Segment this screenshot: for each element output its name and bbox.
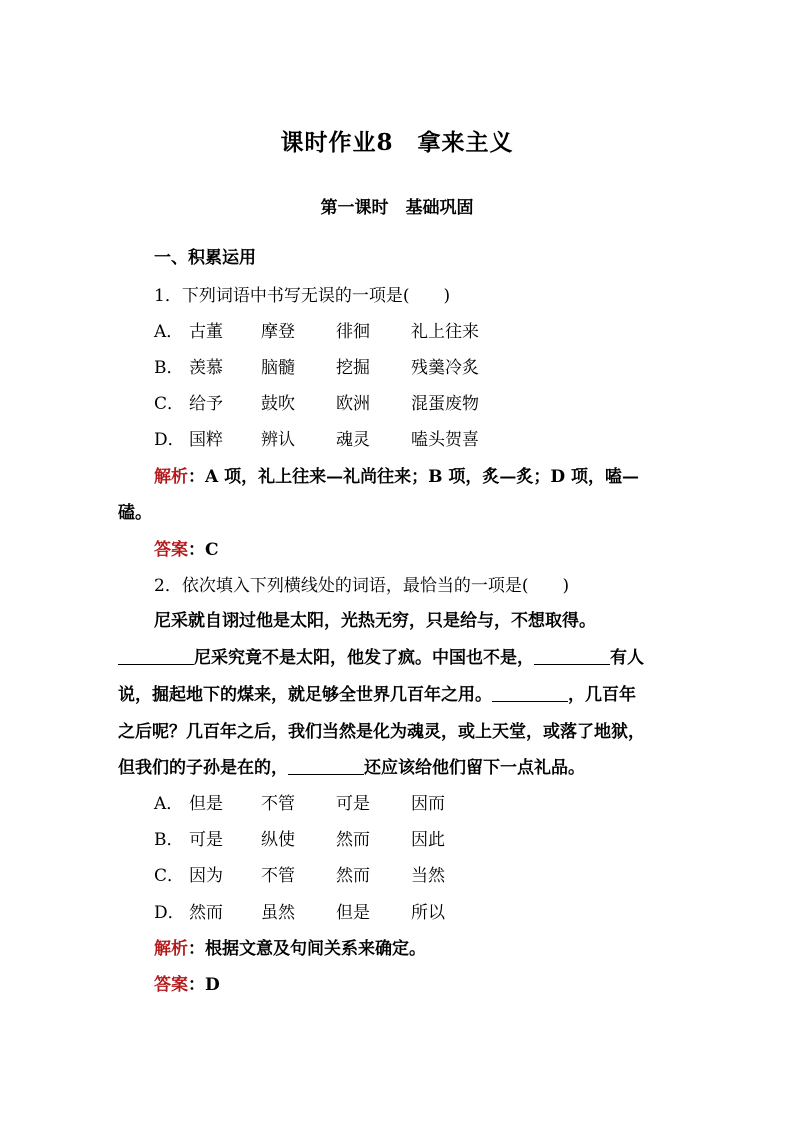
option-word: 因为	[189, 866, 223, 886]
section-heading: 一、积累运用	[154, 248, 256, 268]
option-word: 给予	[189, 394, 223, 414]
option-word: 不管	[261, 794, 295, 814]
option-word: 所以	[411, 903, 445, 923]
fill-blank	[118, 646, 194, 665]
option-word: 但是	[189, 794, 223, 814]
question-2-stem: 2．依次填入下列横线处的词语，最恰当的一项是( )	[154, 576, 570, 596]
option-word: 纵使	[261, 830, 295, 850]
option-word: 摩登	[261, 322, 295, 342]
option-letter: A．	[154, 322, 184, 342]
analysis-text: ：根据文意及句间关系来确定。	[188, 939, 426, 959]
option-word: 挖掘	[336, 358, 370, 378]
option-word: 古董	[189, 322, 223, 342]
option-letter: B．	[154, 830, 184, 850]
passage-text: 尼采究竟不是太阳，他发了疯。中国也不是，	[194, 648, 534, 668]
analysis-label: 解析	[154, 467, 188, 487]
passage-line: 之后呢？几百年之后，我们当然是化为魂灵，或上天堂，或落了地狱，	[118, 722, 645, 742]
fill-blank	[534, 646, 610, 665]
passage-text: 还应该给他们留下一点礼品。	[364, 758, 585, 778]
option-letter: A．	[154, 794, 184, 814]
option-word: 可是	[336, 794, 370, 814]
fill-blank	[288, 756, 364, 775]
option-word: 然而	[189, 903, 223, 923]
answer-label: 答案	[154, 975, 188, 995]
option-word: 混蛋废物	[411, 394, 479, 414]
q2-analysis	[154, 934, 426, 959]
passage-line	[118, 680, 636, 705]
passage-text: 说，掘起地下的煤来，就足够全世界几百年之用。	[118, 685, 492, 705]
option-word: 礼上往来	[411, 322, 479, 342]
answer-text: ：C	[188, 540, 219, 560]
answer-label: 答案	[154, 540, 188, 560]
passage-text: 但我们的子孙是在的，	[118, 758, 288, 778]
option-letter: B．	[154, 358, 184, 378]
passage-line: 尼采就自诩过他是太阳，光热无穷，只是给与，不想取得。	[154, 611, 596, 631]
passage-line	[118, 643, 644, 668]
option-word: 然而	[336, 866, 370, 886]
option-word: 羡慕	[189, 358, 223, 378]
option-word: 当然	[411, 866, 445, 886]
option-word: 残羹冷炙	[411, 358, 479, 378]
option-word: 嗑头贺喜	[411, 430, 479, 450]
option-word: 然而	[336, 830, 370, 850]
option-word: 因而	[411, 794, 445, 814]
option-word: 因此	[411, 830, 445, 850]
option-word: 魂灵	[336, 430, 370, 450]
option-word: 辨认	[261, 430, 295, 450]
q1-answer	[154, 535, 219, 560]
analysis-text: ：A 项，礼上往来—礼尚往来；B 项，炙—炙；D 项，嗑—	[188, 467, 640, 487]
option-word: 但是	[336, 903, 370, 923]
q2-answer	[154, 970, 220, 995]
answer-text: ：D	[188, 975, 220, 995]
option-word: 鼓吹	[261, 394, 295, 414]
passage-text: 有人	[610, 648, 644, 668]
option-letter: C．	[154, 394, 185, 414]
option-letter: C．	[154, 866, 185, 886]
fill-blank	[492, 683, 568, 702]
option-word: 可是	[189, 830, 223, 850]
page-title: 课时作业8 拿来主义	[280, 129, 514, 156]
option-letter: D．	[154, 430, 185, 450]
option-word: 不管	[261, 866, 295, 886]
passage-text: ，几百年	[568, 685, 636, 705]
q2-passage	[118, 606, 684, 776]
option-word: 虽然	[261, 903, 295, 923]
question-1-stem: 1．下列词语中书写无误的一项是( )	[154, 286, 451, 306]
option-word: 欧洲	[336, 394, 370, 414]
q1-analysis	[154, 462, 639, 487]
passage-line	[118, 753, 585, 778]
option-word: 脑髓	[261, 358, 295, 378]
option-letter: D．	[154, 903, 185, 923]
q1-analysis-cont: 磕。	[118, 503, 152, 523]
analysis-label: 解析	[154, 939, 188, 959]
option-word: 国粹	[189, 430, 223, 450]
option-word: 徘徊	[336, 322, 370, 342]
page-subtitle: 第一课时 基础巩固	[320, 198, 474, 218]
